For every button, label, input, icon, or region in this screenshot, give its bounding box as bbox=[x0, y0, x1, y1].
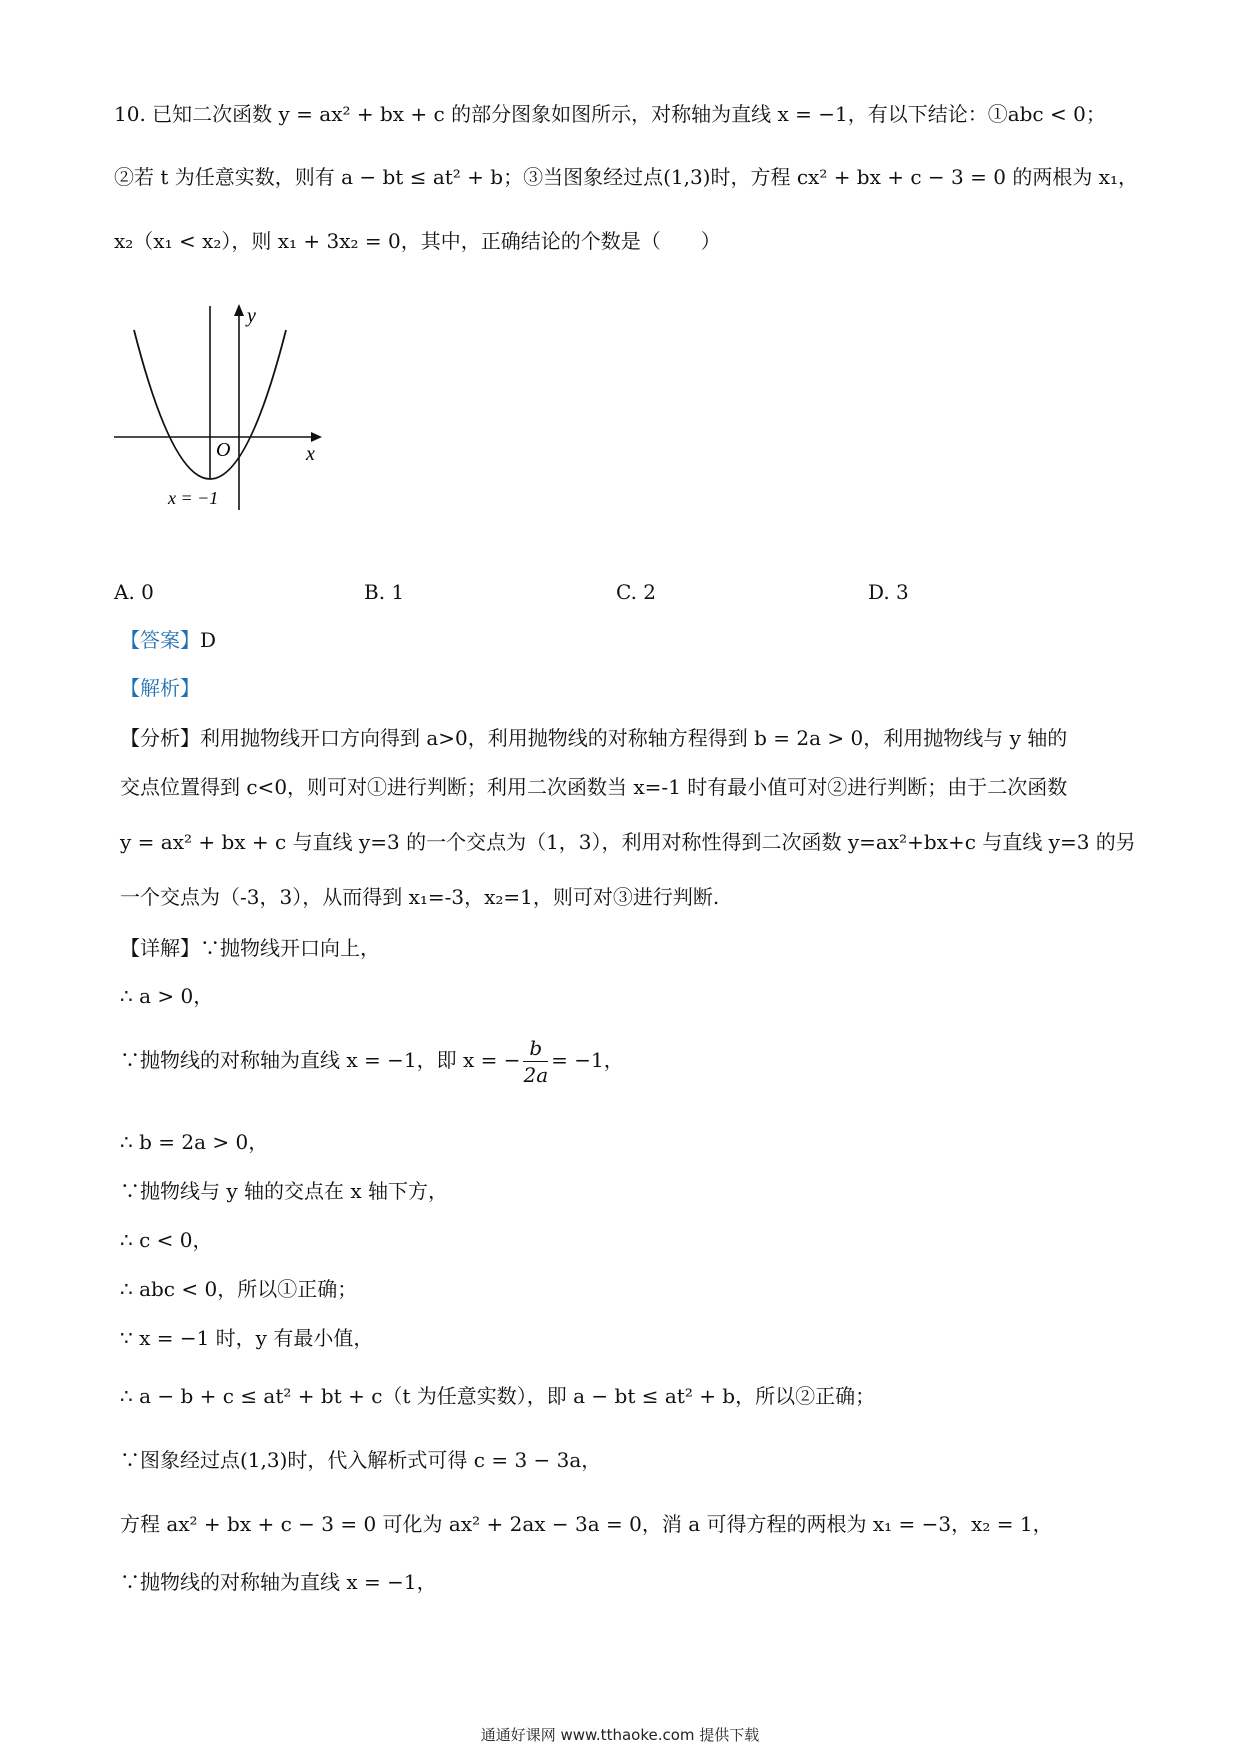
detail-line-10: ∵图象经过点(1,3)时，代入解析式可得 c = 3 − 3a， bbox=[120, 1448, 602, 1472]
detail-line-11: 方程 ax² + bx + c − 3 = 0 可化为 ax² + 2ax − 3a = 0，消 a 可得方程的两根为 x₁ = −3，x₂ = 1， bbox=[120, 1512, 1053, 1536]
parabola-graph bbox=[110, 300, 330, 515]
fraction-numerator: b bbox=[523, 1035, 548, 1062]
analysis-line-4: 一个交点为（-3，3），从而得到 x₁=-3，x₂=1，则可对③进行判断. bbox=[120, 885, 720, 909]
detail-line-4: ∴ b = 2a > 0， bbox=[120, 1130, 269, 1154]
option-a[interactable]: A. 0 bbox=[114, 580, 154, 604]
detail-line-6: ∴ c < 0， bbox=[120, 1228, 213, 1252]
analysis-tag bbox=[120, 674, 200, 702]
detail-line-1: 【详解】∵抛物线开口向上， bbox=[120, 936, 380, 960]
question-line-2: ②若 t 为任意实数，则有 a − bt ≤ at² + b；③当图象经过点(1,3)时，方程 cx² + bx + c − 3 = 0 的两根为 x₁， bbox=[114, 165, 1138, 189]
analysis-tag-label: 【解析】 bbox=[120, 676, 200, 700]
option-d[interactable]: D. 3 bbox=[868, 580, 909, 604]
page-footer: 通通好课网 www.tthaoke.com 提供下载 bbox=[480, 1726, 760, 1744]
x-axis-arrow bbox=[311, 432, 322, 442]
detail-line-3 bbox=[120, 1032, 624, 1088]
fraction-denominator: 2a bbox=[523, 1063, 549, 1087]
y-axis-arrow bbox=[234, 304, 244, 316]
question-line-3: x₂（x₁ < x₂），则 x₁ + 3x₂ = 0，其中，正确结论的个数是（ ） bbox=[114, 229, 721, 253]
detail-line-12: ∵抛物线的对称轴为直线 x = −1， bbox=[120, 1570, 437, 1594]
analysis-line-2: 交点位置得到 c<0，则可对①进行判断；利用二次函数当 x=-1 时有最小值可对②进行判断；由于二次函数 bbox=[120, 775, 1068, 799]
detail-line-3-pre: ∵抛物线的对称轴为直线 x = −1，即 x = − bbox=[120, 1048, 521, 1072]
answer-row bbox=[120, 626, 216, 654]
detail-line-9: ∴ a − b + c ≤ at² + bt + c（t 为任意实数），即 a − bt ≤ at² + b，所以②正确； bbox=[120, 1384, 876, 1408]
detail-line-7: ∴ abc < 0，所以①正确； bbox=[120, 1277, 358, 1301]
answer-tag: 【答案】 bbox=[120, 628, 200, 652]
option-c[interactable]: C. 2 bbox=[616, 580, 657, 604]
x-axis-label: x bbox=[306, 443, 315, 465]
detail-line-5: ∵抛物线与 y 轴的交点在 x 轴下方， bbox=[120, 1179, 449, 1203]
analysis-line-3: y = ax² + bx + c 与直线 y=3 的一个交点为（1，3），利用对称性得到二次函数 y=ax²+bx+c 与直线 y=3 的另 bbox=[120, 830, 1136, 854]
option-b[interactable]: B. 1 bbox=[364, 580, 405, 604]
y-axis-label: y bbox=[247, 305, 256, 327]
analysis-line-1: 【分析】利用抛物线开口方向得到 a>0，利用抛物线的对称轴方程得到 b = 2a > 0，利用抛物线与 y 轴的 bbox=[120, 726, 1068, 750]
detail-line-2: ∴ a > 0， bbox=[120, 984, 214, 1008]
detail-line-8: ∵ x = −1 时，y 有最小值， bbox=[120, 1326, 374, 1350]
answer-value: D bbox=[200, 628, 217, 652]
question-line-1: 10. 已知二次函数 y = ax² + bx + c 的部分图象如图所示，对称轴为直线 x = −1，有以下结论：①abc < 0； bbox=[114, 102, 1106, 126]
symmetry-axis-label: x = −1 bbox=[168, 488, 219, 508]
fraction-b-over-2a bbox=[523, 1035, 548, 1088]
origin-label: O bbox=[216, 439, 231, 461]
detail-line-3-post: = −1， bbox=[551, 1048, 624, 1072]
